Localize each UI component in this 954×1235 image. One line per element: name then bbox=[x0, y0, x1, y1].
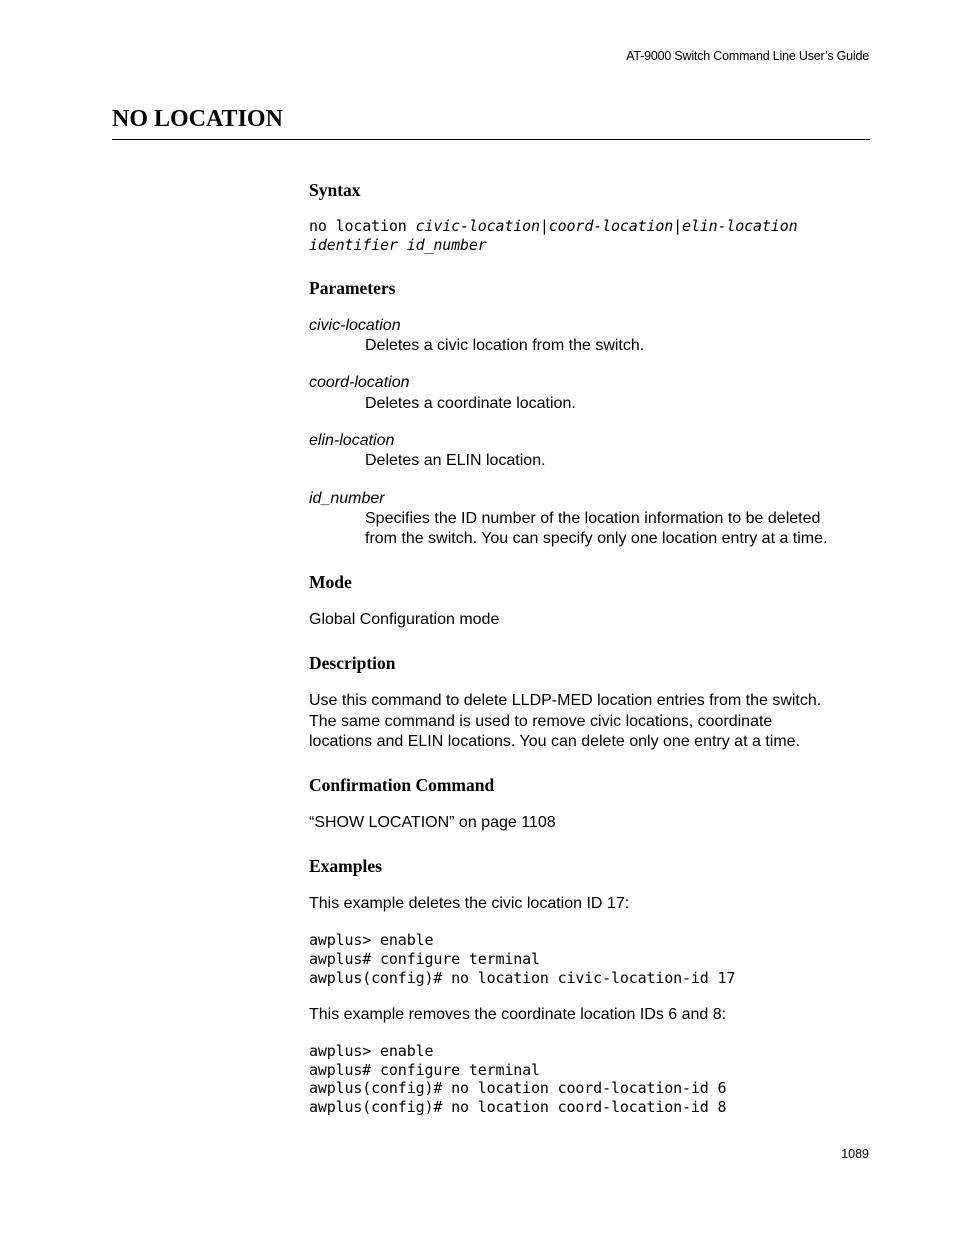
code-line: awplus(config)# no location civic-location-id 17 bbox=[309, 969, 736, 987]
param-term: coord-location bbox=[309, 374, 410, 391]
code-line: awplus(config)# no location coord-location-id 6 bbox=[309, 1079, 727, 1097]
syntax-command: no location bbox=[309, 217, 416, 235]
page-title: NO LOCATION bbox=[112, 106, 283, 132]
description-heading: Description bbox=[309, 653, 396, 673]
title-rule bbox=[112, 139, 870, 140]
param-desc: Specifies the ID number of the location information to be deleted bbox=[365, 510, 821, 527]
param-term: elin-location bbox=[309, 432, 395, 449]
param-term: id_number bbox=[309, 490, 385, 507]
code-line: awplus# configure terminal bbox=[309, 1061, 540, 1079]
param-term: civic-location bbox=[309, 317, 401, 334]
page-number: 1089 bbox=[841, 1147, 869, 1161]
description-line: Use this command to delete LLDP-MED location entries from the switch. bbox=[309, 692, 822, 709]
param-desc: Deletes a civic location from the switch. bbox=[365, 337, 645, 354]
example-1-intro: This example deletes the civic location ID 17: bbox=[309, 895, 630, 912]
syntax-args: civic-location|coord-location|elin-location bbox=[415, 217, 798, 235]
syntax-line-2: identifier id_number bbox=[309, 236, 487, 254]
confirmation-heading: Confirmation Command bbox=[309, 775, 495, 795]
param-desc: Deletes a coordinate location. bbox=[365, 395, 576, 412]
code-line: awplus> enable bbox=[309, 1042, 434, 1060]
running-header: AT-9000 Switch Command Line User’s Guide bbox=[626, 49, 869, 63]
code-line: awplus> enable bbox=[309, 931, 434, 949]
code-line: awplus# configure terminal bbox=[309, 950, 540, 968]
confirmation-link[interactable]: “SHOW LOCATION” on page 1108 bbox=[309, 814, 556, 831]
description-line: locations and ELIN locations. You can delete only one entry at a time. bbox=[309, 733, 800, 750]
mode-text: Global Configuration mode bbox=[309, 611, 500, 628]
mode-heading: Mode bbox=[309, 572, 352, 592]
examples-heading: Examples bbox=[309, 856, 382, 876]
example-2-intro: This example removes the coordinate location IDs 6 and 8: bbox=[309, 1006, 727, 1023]
syntax-heading: Syntax bbox=[309, 180, 361, 200]
code-line: awplus(config)# no location coord-location-id 8 bbox=[309, 1098, 727, 1116]
param-desc: from the switch. You can specify only one location entry at a time. bbox=[365, 530, 828, 547]
param-desc: Deletes an ELIN location. bbox=[365, 452, 546, 469]
syntax-line-1 bbox=[309, 217, 797, 236]
description-line: The same command is used to remove civic locations, coordinate bbox=[309, 713, 773, 730]
parameters-heading: Parameters bbox=[309, 278, 396, 298]
